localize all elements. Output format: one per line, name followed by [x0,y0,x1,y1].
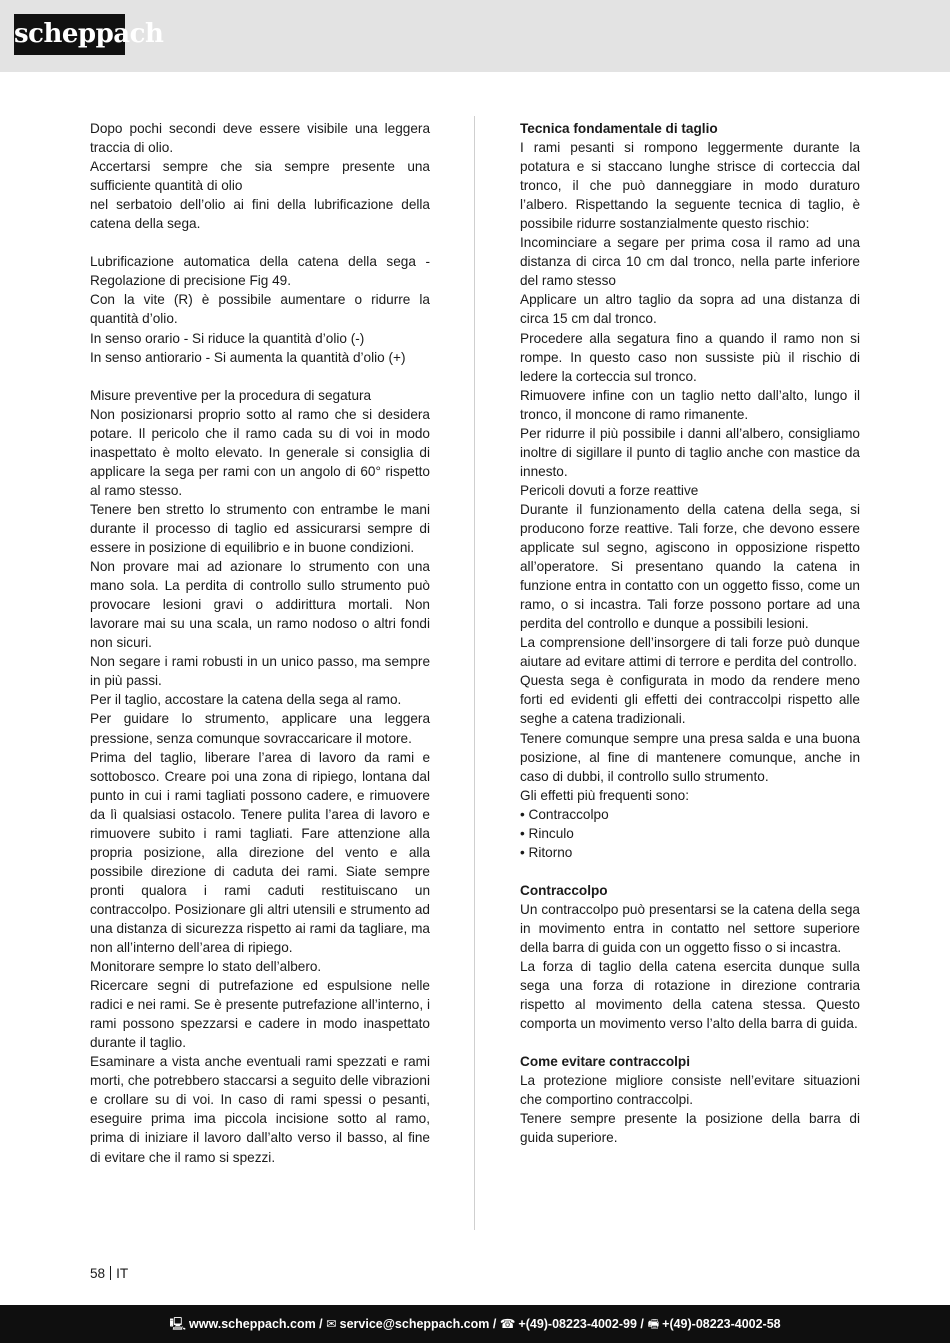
paragraph: I rami pesanti si rompono leggermente durante la potatura e si staccano lunghe strisce di corteccia dal tronco, il che può danneggiare in modo duraturo l’albero. Rispettando la seguente tecnica di taglio, è possibile ridurre sostanzialmente questo rischio: [520,140,860,232]
paragraph: Non provare mai ad azionare lo strumento con una mano sola. La perdita di controllo sullo strumento può provocare lesioni gravi o addirittura mortali. Non lavorare mai su una scala, un ramo nodoso o altri fondi non sicuri. [90,559,430,651]
left-column [90,119,430,1167]
heading-kickback: Contraccolpo [520,882,608,898]
telephone-icon: ☎ [499,1317,516,1331]
list-item: • Rinculo [520,825,574,841]
paragraph: La forza di taglio della catena esercita dunque sulla sega una forza di rotazione in direzione contraria rispetto al movimento della catena stessa. Questo comporta un movimento verso l’alto della barra di guida. [520,959,860,1032]
page-number-value: 58 [90,1266,106,1281]
paragraph: Pericoli dovuti a forze reattive [520,482,699,498]
scheppach-logo: scheppach [14,14,125,55]
fax-icon: 🖷 [647,1317,660,1331]
paragraph: In senso orario - Si riduce la quantità d’olio (-) [90,330,365,346]
paragraph: Tenere sempre presente la posizione della barra di guida superiore. [520,1111,860,1146]
paragraph: Esaminare a vista anche eventuali rami spezzati e rami morti, che potrebbero staccarsi a seguito delle vibrazioni e crollare su di voi. In caso di rami spessi o pesanti, eseguire prima ima piccola incisione sotto al ramo, prima di iniziare il lavoro dall’alto verso il basso, al fine di evitare che il ramo si spezzi. [90,1054,430,1165]
paragraph: La protezione migliore consiste nell’evitare situazioni che comportino contraccolpi. [520,1073,860,1108]
footer-bar [0,1305,950,1343]
paragraph: Rimuovere infine con un taglio netto dall’alto, lungo il tronco, il moncone di ramo rimanente. [520,387,860,422]
paragraph: Incominciare a segare per prima cosa il ramo ad una distanza di circa 10 cm dal tronco, nella parte inferiore del ramo stesso [520,235,860,289]
language-code: IT [116,1266,129,1281]
heading-avoid-kickback: Come evitare contraccolpi [520,1054,690,1070]
paragraph: Tenere ben stretto lo strumento con entrambe le mani durante il processo di taglio ed assicurarsi sempre di essere in posizione di equilibrio e in buone condizioni. [90,501,430,556]
paragraph: Gli effetti più frequenti sono: [520,787,690,803]
right-column [520,119,860,1148]
paragraph: Con la vite (R) è possibile aumentare o ridurre la quantità d’olio. [90,292,430,327]
monitor-icon: 🖳 [169,1317,187,1331]
paragraph: In senso antiorario - Si aumenta la quantità d’olio (+) [90,349,406,365]
paragraph: Per il taglio, accostare la catena della sega al ramo. [90,692,402,708]
paragraph: Questa sega è configurata in modo da rendere meno forti ed evidenti gli effetti dei contraccolpi rispetto alle seghe a catena tradizionali. [520,673,860,727]
page-number [90,1265,128,1283]
list-item: • Contraccolpo [520,806,609,822]
envelope-icon: ✉ [326,1317,337,1331]
paragraph: Prima del taglio, liberare l’area di lavoro da rami e sottobosco. Creare poi una zona di ripiego, lontana dal punto in cui i rami tagliati possono cadere, e rimuovere da lì qualsiasi ostacolo. Tenere pulita l’area di lavoro e rimuovere subito i rami tagliati. Fare attenzione alla propria posizione, alla direzione del vento e alla possibile direzione di caduta dei rami. Siate sempre pronti qualora i rami caduti restituiscano un contraccolpo. Posizionare gli altri utensili e strumento ad una distanza di sicurezza rispetto ai rami da tagliare, ma non all’interno dell’area di ripiego. [90,749,430,956]
header-bar [0,0,950,72]
paragraph: Per ridurre il più possibile i danni all’albero, consigliamo inoltre di sigillare il punto di taglio anche con mastice da innesto. [520,425,860,479]
spacer [90,233,430,252]
paragraph: Dopo pochi secondi deve essere visibile una leggera traccia di olio. [90,121,430,156]
spacer [90,367,430,386]
section-title: Misure preventive per la procedura di segatura [90,387,372,403]
paragraph: Non segare i rami robusti in un unico passo, ma sempre in più passi. [90,654,430,689]
paragraph: Un contraccolpo può presentarsi se la catena della sega in movimento entra in contatto nel settore superiore della barra di guida con un oggetto fisso o si incastra. [520,901,860,956]
heading-cutting-technique: Tecnica fondamentale di taglio [520,121,718,136]
paragraph: Applicare un altro taglio da sopra ad una distanza di circa 15 cm dal tronco. [520,292,860,327]
footer-phone: +(49)-08223-4002-99 / [518,1317,644,1331]
spacer [520,862,860,881]
separator [110,1266,111,1280]
footer-website[interactable]: www.scheppach.com / [189,1317,323,1331]
paragraph: Durante il funzionamento della catena della sega, si producono forze reattive. Tali forze, che devono essere applicate sul segno, agiscono in opposizione rispetto all’operatore. Si presentano quando la catena in funzione entra in contatto con un oggetto fisso, come un ramo, o si incastra. Tali forze possono portare ad una perdita del controllo e dunque a possibili lesioni. [520,501,860,632]
paragraph: Ricercare segni di putrefazione ed espulsione nelle radici e nei rami. Se è presente putrefazione all’interno, i rami possono spezzarsi e cadere in modo inaspettato durante il taglio. [90,978,430,1051]
paragraph: Lubrificazione automatica della catena della sega - Regolazione di precisione Fig 49. [90,254,430,289]
list-item: • Ritorno [520,844,573,860]
footer-email[interactable]: service@scheppach.com / [339,1317,497,1331]
paragraph: Non posizionarsi proprio sotto al ramo che si desidera potare. Il pericolo che il ramo cada su di voi in modo inaspettato è molto elevato. In generale si consiglia di applicare la sega per rami con un angolo di 60° rispetto al ramo stesso. [90,406,430,498]
paragraph: Accertarsi sempre che sia sempre presente una sufficiente quantità di olio [90,159,430,194]
spacer [520,1033,860,1052]
paragraph: Tenere comunque sempre una presa salda e una buona posizione, al fine di mantenere comunque, anche in caso di dubbi, il controllo sullo strumento. [520,730,860,784]
paragraph: Procedere alla segatura fino a quando il ramo non si rompe. In questo caso non sussiste più il rischio di ledere la corteccia sul tronco. [520,330,860,384]
column-divider [474,116,475,1230]
paragraph: Per guidare lo strumento, applicare una leggera pressione, senza comunque sovraccaricare il motore. [90,711,430,746]
footer-fax: +(49)-08223-4002-58 [662,1317,781,1331]
paragraph: Monitorare sempre lo stato dell’albero. [90,959,322,975]
paragraph: La comprensione dell’insorgere di tali forze può dunque aiutare ad evitare attimi di terrore e perdita del controllo. [520,635,860,670]
paragraph: nel serbatoio dell’olio ai fini della lubrificazione della catena della sega. [90,197,430,232]
